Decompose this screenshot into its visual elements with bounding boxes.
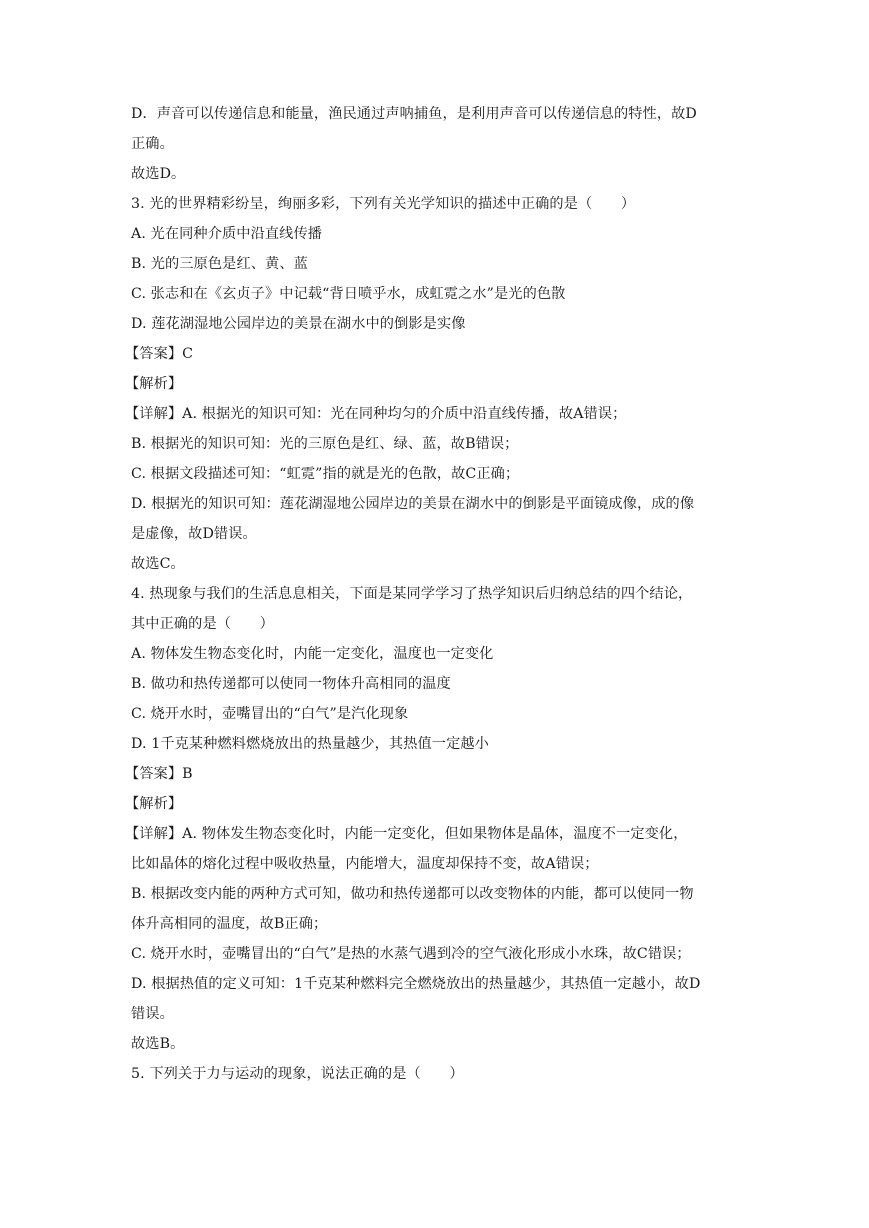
detail-line: B. 根据光的知识可知：光的三原色是红、绿、蓝，故B错误； [131, 436, 519, 452]
detail-line: 是虚像，故D错误。 [131, 526, 257, 542]
detail-line: 【详解】A. 根据光的知识可知：光在同种均匀的介质中沿直线传播，故A错误； [125, 406, 627, 422]
detail-line: D. 根据热值的定义可知：1千克某种燃料完全燃烧放出的热量越少，其热值一定越小，故D [131, 976, 701, 992]
option-d: D. 1千克某种燃料燃烧放出的热量越少，其热值一定越小 [131, 736, 489, 752]
analysis-label: 【解析】 [125, 796, 183, 812]
option-d: D. 莲花湖湿地公园岸边的美景在湖水中的倒影是实像 [131, 316, 466, 332]
analysis-label: 【解析】 [125, 376, 183, 392]
choice-line: 故选B。 [131, 1036, 185, 1052]
detail-line: 错误。 [131, 1006, 174, 1022]
option-c: C. 烧开水时，壶嘴冒出的“白气”是汽化现象 [131, 706, 409, 722]
answer-label: 【答案】C [125, 346, 194, 362]
option-b: B. 做功和热传递都可以使同一物体升高相同的温度 [131, 676, 451, 692]
question-5: 5. 下列关于力与运动的现象，说法正确的是（ ） [131, 1066, 464, 1082]
choice-line: 故选C。 [131, 556, 185, 572]
detail-line: 【详解】A. 物体发生物态变化时，内能一定变化，但如果物体是晶体，温度不一定变化， [125, 826, 688, 842]
option-a: A. 光在同种介质中沿直线传播 [131, 226, 323, 242]
answer-label: 【答案】B [125, 766, 193, 782]
option-b: B. 光的三原色是红、黄、蓝 [131, 256, 308, 272]
detail-line: 体升高相同的温度，故B正确； [131, 916, 328, 932]
detail-line: B. 根据改变内能的两种方式可知，做功和热传递都可以改变物体的内能，都可以使同一物 [131, 886, 694, 902]
text-line: 正确。 [131, 136, 174, 152]
option-a: A. 物体发生物态变化时，内能一定变化，温度也一定变化 [131, 646, 494, 662]
text-line: 故选D。 [131, 166, 186, 182]
option-c: C. 张志和在《玄贞子》中记载“背日喷乎水，成虹霓之水”是光的色散 [131, 286, 566, 302]
detail-line: 比如晶体的熔化过程中吸收热量，内能增大，温度却保持不变，故A错误； [131, 856, 599, 872]
detail-line: C. 根据文段描述可知：“虹霓”指的就是光的色散，故C正确； [131, 466, 520, 482]
question-4-cont: 其中正确的是（ ） [131, 616, 274, 632]
detail-line: D. 根据光的知识可知：莲花湖湿地公园岸边的美景在湖水中的倒影是平面镜成像，成的像 [131, 496, 695, 512]
detail-line: C. 烧开水时，壶嘴冒出的“白气”是热的水蒸气遇到冷的空气液化形成小水珠，故C错误； [131, 946, 691, 962]
text-line: D．声音可以传递信息和能量，渔民通过声呐捕鱼，是利用声音可以传递信息的特性，故D [131, 106, 697, 122]
question-4: 4. 热现象与我们的生活息息相关，下面是某同学学习了热学知识后归纳总结的四个结论， [131, 586, 693, 602]
question-3: 3. 光的世界精彩纷呈，绚丽多彩，下列有关光学知识的描述中正确的是（ ） [131, 196, 636, 212]
